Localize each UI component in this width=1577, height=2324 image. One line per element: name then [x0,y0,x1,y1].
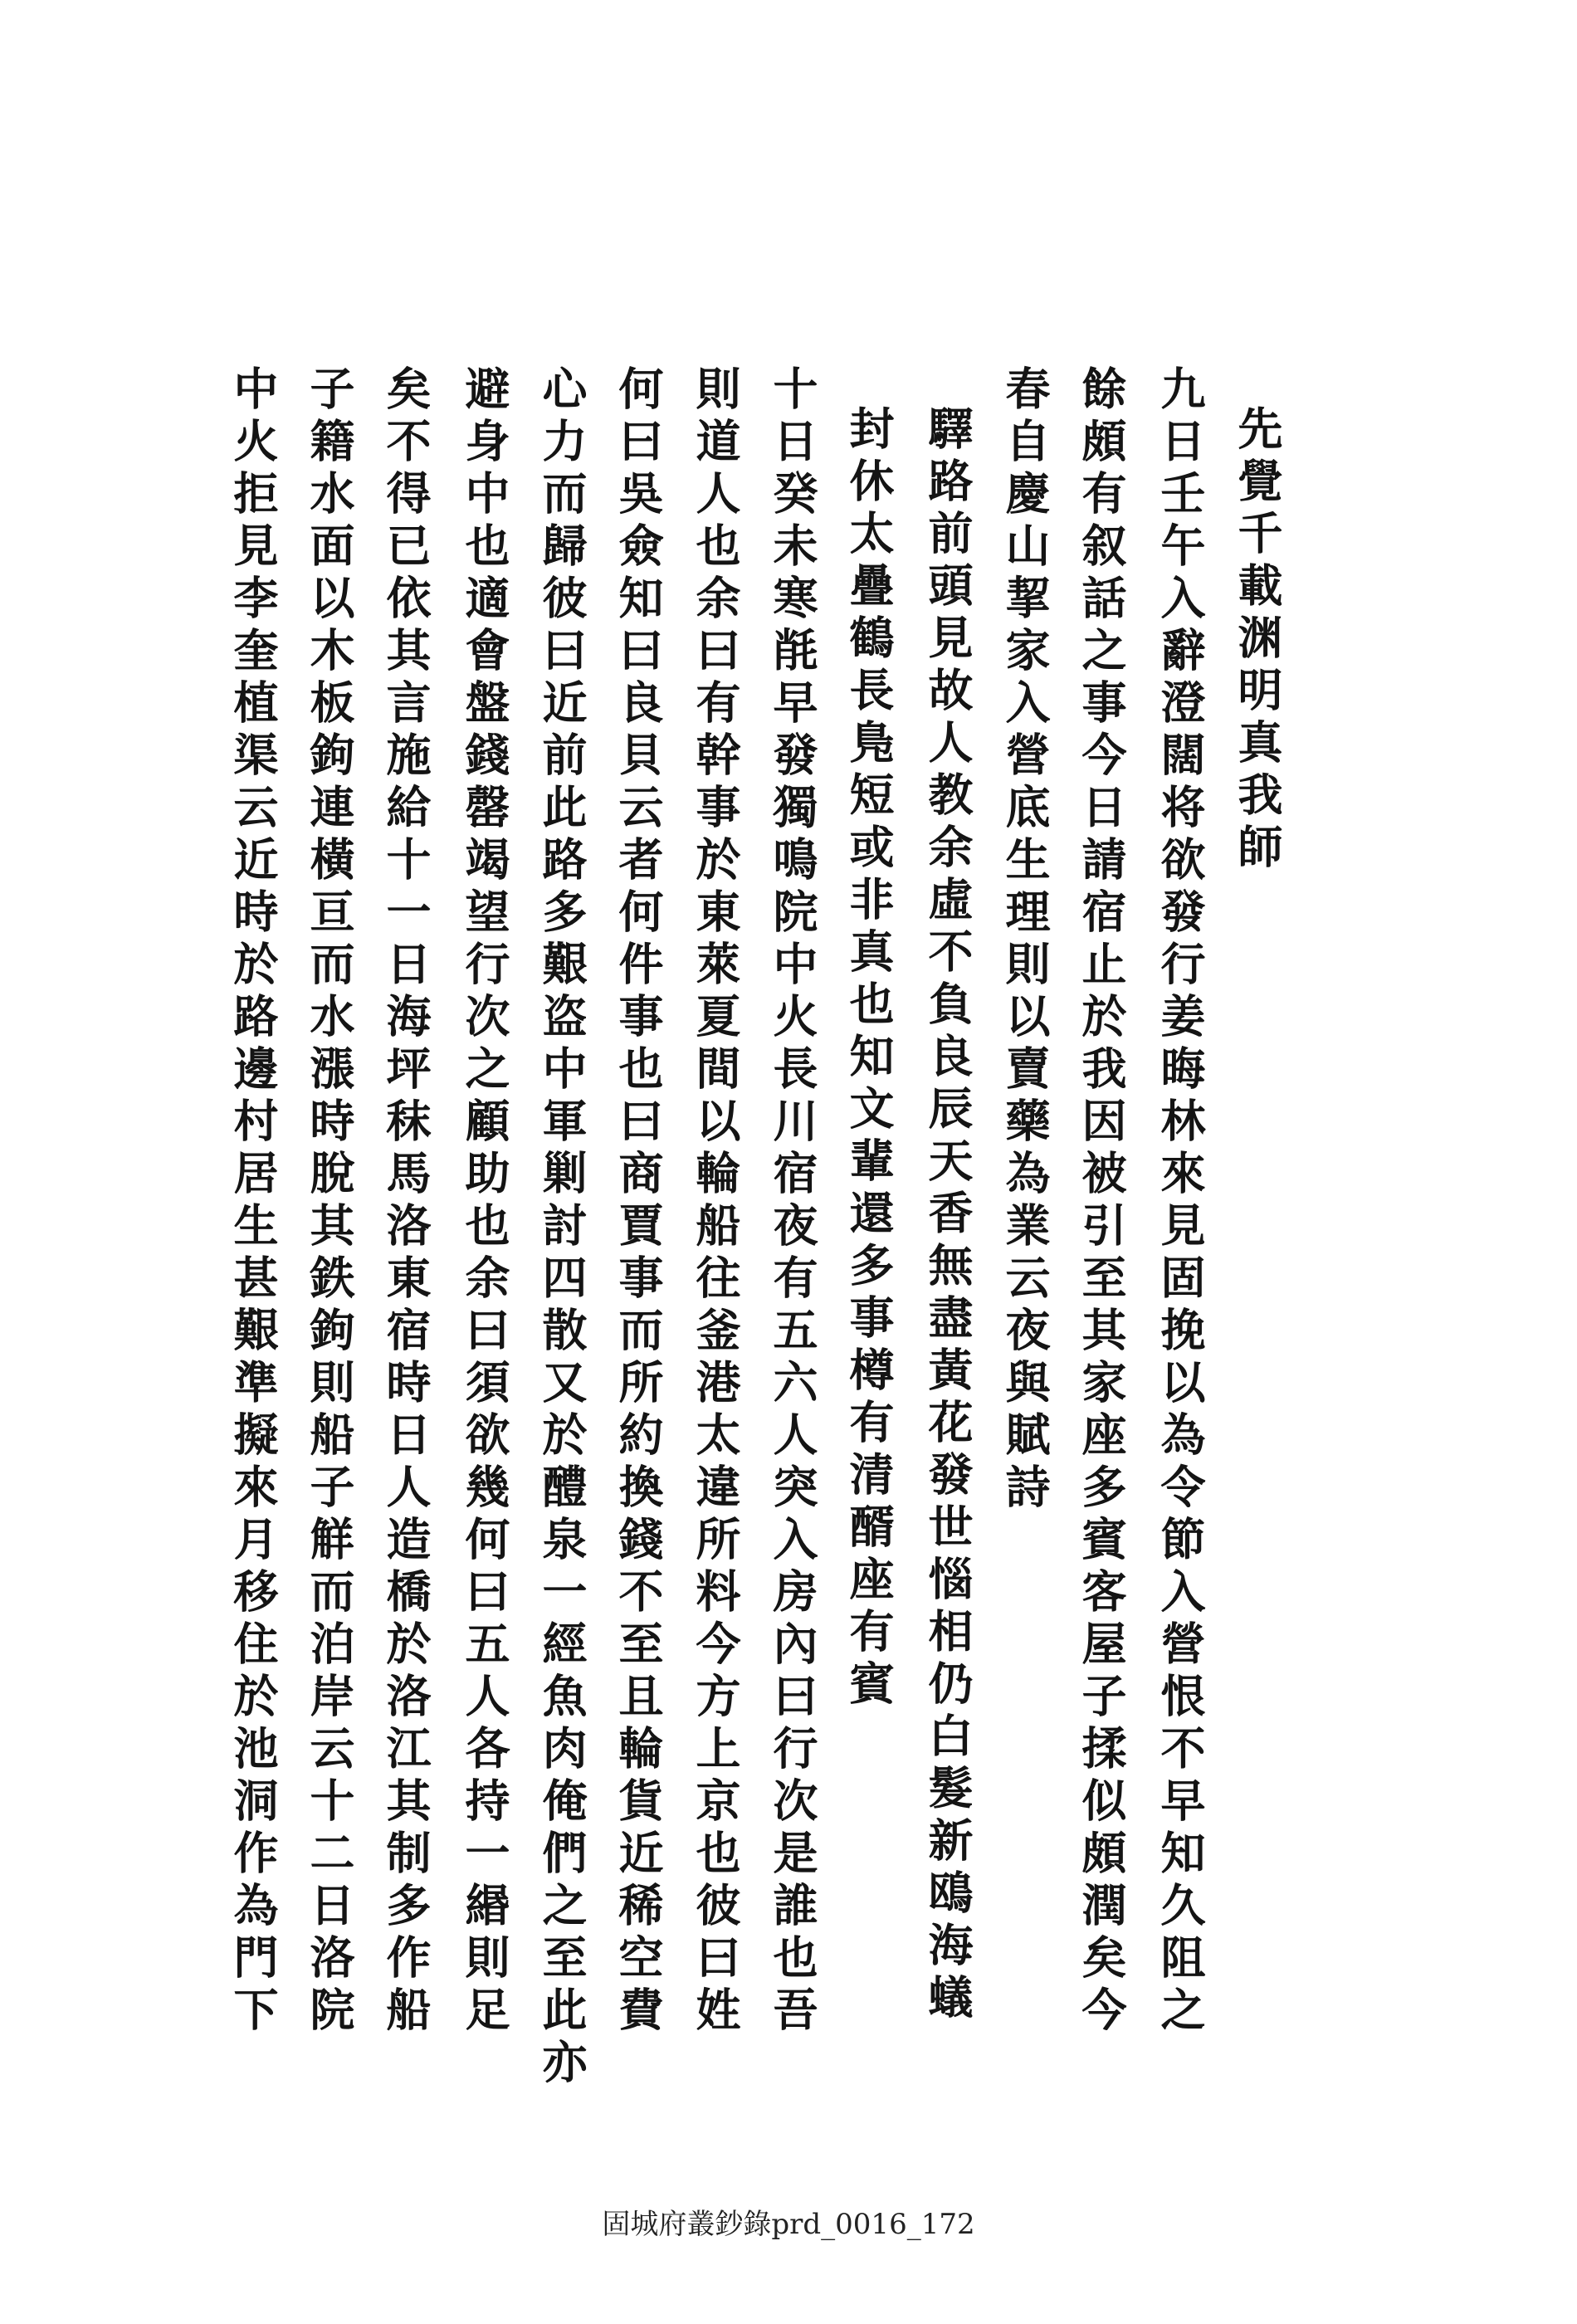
text-column: 子籍水面以木板鉤連橫亘而水漲時脫其鉄鉤則船子觧而泊岸云十二日洛院 [303,365,356,2038]
text-column: 驛路前頭見故人教余虛不負良辰天香無盡黃花發世惱相仍白髮新鴎海蟻 [921,405,974,2026]
text-column: 春自慶山挈家入營底生理則以賣藥為業云夜與賦詩 [998,365,1052,1516]
text-column: 矣不得已依其言施給十一日海坪秣馬洛東宿時日人造橋於洛江其制多作船 [379,365,432,2038]
text-column: 則道人也余曰有幹事於東萊夏間以輪船往釜港太違所料今方上京也彼曰姓 [689,365,742,2038]
text-column: 餘頗有叙話之事今日請宿止於我因被引至其家座多賓客屋子揉似頗潤矣今 [1075,365,1128,2038]
text-column: 中火拒見李奎植渠云近時於路邊村居生甚艱準擬來月移住於池洞作為門下 [227,365,280,2038]
text-column: 十日癸未寒㲖早發獨鳴院中火長川宿夜有五六人突入房內曰行次是誰也吾 [766,365,819,2038]
page-footer-caption: 固城府叢鈔錄prd_0016_172 [602,2208,975,2241]
text-column: 何曰吳僉知曰良貝云者何件事也曰商賈事而所約換錢不至且輪貨近稀空費 [612,365,665,2038]
text-column: 心力而歸彼曰近前此路多艱盗中軍剿討四散又於醴泉一經魚肉俺們之至此亦 [535,365,588,2091]
text-column: 避身中也適會盤錢罄竭望行次之顧助也余曰須欲幾何曰五人各持一緡則足 [458,365,511,2038]
text-column: 先覺千載渊明真我師 [1231,405,1284,876]
text-column: 封休太疊鶴長鳬短或非真也知文輩還多事樽有清醑座有賓 [842,405,896,1712]
text-column: 九日壬午入辭澄闊将欲發行姜晦林來見固挽以為令節入營恨不早知久阻之 [1154,365,1207,2038]
